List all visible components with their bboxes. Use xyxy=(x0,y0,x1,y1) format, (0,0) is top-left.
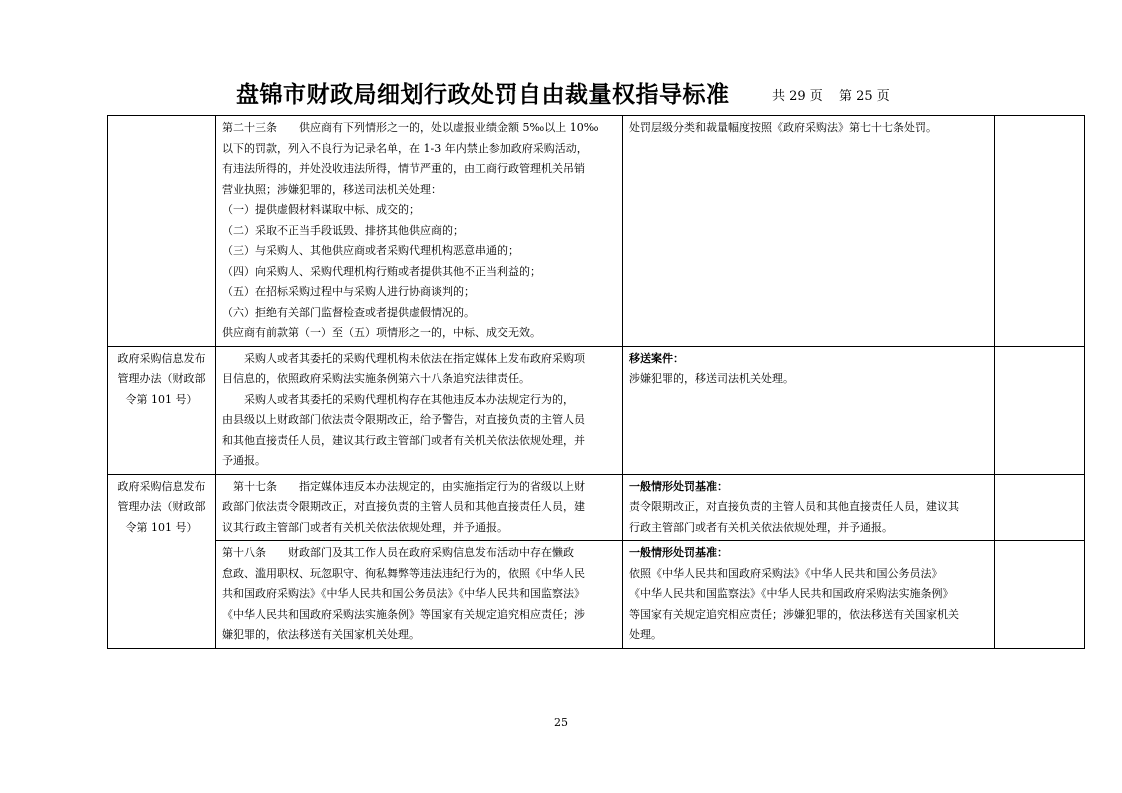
standard-line: 依照《中华人民共和国政府采购法》《中华人民共和国公务员法》 xyxy=(629,566,943,580)
provision-line: 有违法所得的，并处没收违法所得，情节严重的，由工商行政管理机关吊销 xyxy=(222,162,585,175)
remark-cell xyxy=(995,116,1085,347)
provision-line: 由县级以上财政部门依法责令限期改正，给予警告，对直接负责的主管人员 xyxy=(222,413,585,426)
law-name-cell xyxy=(108,474,216,648)
standard-cell xyxy=(623,116,995,347)
page-number: 25 xyxy=(554,716,568,729)
law-name-cell xyxy=(108,346,216,474)
provision-line: 《中华人民共和国政府采购法实施条例》等国家有关规定追究相应责任；涉 xyxy=(222,607,585,621)
provision-line: （四）向采购人、采购代理机构行贿或者提供其他不正当利益的； xyxy=(222,264,541,278)
law-name: 政府采购信息发布管理办法（财政部令第 101 号） xyxy=(117,351,206,406)
provision-line: （一）提供虚假材料谋取中标、成交的； xyxy=(222,203,420,216)
provision-line: （三）与采购人、其他供应商或者采购代理机构恶意串通的； xyxy=(222,244,519,257)
standard-line: 责令限期改正，对直接负责的主管人员和其他直接责任人员，建议其 xyxy=(629,500,959,513)
page-header xyxy=(0,76,1122,110)
provision-line: 政部门依法责令限期改正，对直接负责的主管人员和其他直接责任人员，建 xyxy=(222,500,585,513)
law-name-cell xyxy=(108,116,216,347)
total-pages: 共 29 页 xyxy=(772,89,823,104)
provision-line: 营业执照；涉嫌犯罪的，移送司法机关处理： xyxy=(222,182,442,196)
document-title: 盘锦市财政局细划行政处罚自由裁量权指导标准 xyxy=(236,82,730,108)
provision-line: 议其行政主管部门或者有关机关依法依规处理，并予通报。 xyxy=(222,520,508,534)
provision-line: 共和国政府采购法》《中华人民共和国公务员法》《中华人民共和国监察法》 xyxy=(222,587,585,600)
remark-cell xyxy=(995,346,1085,474)
provision-line: 供应商有前款第（一）至（五）项情形之一的，中标、成交无效。 xyxy=(222,326,541,339)
standard-line: 处理。 xyxy=(629,628,662,641)
provision-line: 采购人或者其委托的采购代理机构未依法在指定媒体上发布政府采购项 xyxy=(222,351,585,365)
remark-cell xyxy=(995,474,1085,541)
provision-line: 怠政、滥用职权、玩忽职守、徇私舞弊等违法违纪行为的，依照《中华人民 xyxy=(222,566,585,580)
standard-line: 涉嫌犯罪的，移送司法机关处理。 xyxy=(629,372,794,385)
law-name: 政府采购信息发布管理办法（财政部令第 101 号） xyxy=(117,479,206,534)
standard-cell xyxy=(623,346,995,474)
penalty-standard-table xyxy=(107,115,1085,649)
page-info xyxy=(772,85,902,104)
provision-line: 目信息的，依照政府采购法实施条例第六十八条追究法律责任。 xyxy=(222,372,530,385)
standard-line: 等国家有关规定追究相应责任；涉嫌犯罪的，依法移送有关国家机关 xyxy=(629,607,959,621)
standard-cell xyxy=(623,474,995,541)
provision-line: 第十八条 财政部门及其工作人员在政府采购信息发布活动中存在懒政 xyxy=(222,546,574,559)
provision-cell xyxy=(216,346,623,474)
table-row xyxy=(108,474,1085,541)
provision-line: 和其他直接责任人员，建议其行政主管部门或者有关机关依法依规处理，并 xyxy=(222,433,585,447)
provision-line: （五）在招标采购过程中与采购人进行协商谈判的； xyxy=(222,285,475,298)
table-row xyxy=(108,346,1085,474)
provision-line: 予通报。 xyxy=(222,454,266,467)
provision-cell xyxy=(216,474,623,541)
provision-line: 第十七条 指定媒体违反本办法规定的，由实施指定行为的省级以上财 xyxy=(222,479,585,493)
provision-line: （六）拒绝有关部门监督检查或者提供虚假情况的。 xyxy=(222,305,475,319)
remark-cell xyxy=(995,541,1085,649)
provision-line: 以下的罚款，列入不良行为记录名单，在 1-3 年内禁止参加政府采购活动， xyxy=(222,141,588,155)
standard-heading: 一般情形处罚基准： xyxy=(629,479,728,493)
provision-cell xyxy=(216,541,623,649)
provision-line: 第二十三条 供应商有下列情形之一的，处以虚报业绩金额 5‰以上 10‰ xyxy=(222,121,599,134)
provision-line: （二）采取不正当手段诋毁、排挤其他供应商的； xyxy=(222,223,464,237)
table-row xyxy=(108,541,1085,649)
standard-heading: 一般情形处罚基准： xyxy=(629,546,728,559)
provision-cell xyxy=(216,116,623,347)
standard-line: 《中华人民共和国监察法》《中华人民共和国政府采购法实施条例》 xyxy=(629,587,954,600)
standard-cell xyxy=(623,541,995,649)
provision-line: 嫌犯罪的，依法移送有关国家机关处理。 xyxy=(222,628,420,641)
standard-line: 行政主管部门或者有关机关依法依规处理，并予通报。 xyxy=(629,520,893,534)
provision-line: 采购人或者其委托的采购代理机构存在其他违反本办法规定行为的， xyxy=(222,392,574,406)
current-page: 第 25 页 xyxy=(838,89,890,104)
table-row xyxy=(108,116,1085,347)
standard-line: 处罚层级分类和裁量幅度按照《政府采购法》第七十七条处罚。 xyxy=(629,121,937,134)
standard-heading: 移送案件： xyxy=(629,351,684,365)
